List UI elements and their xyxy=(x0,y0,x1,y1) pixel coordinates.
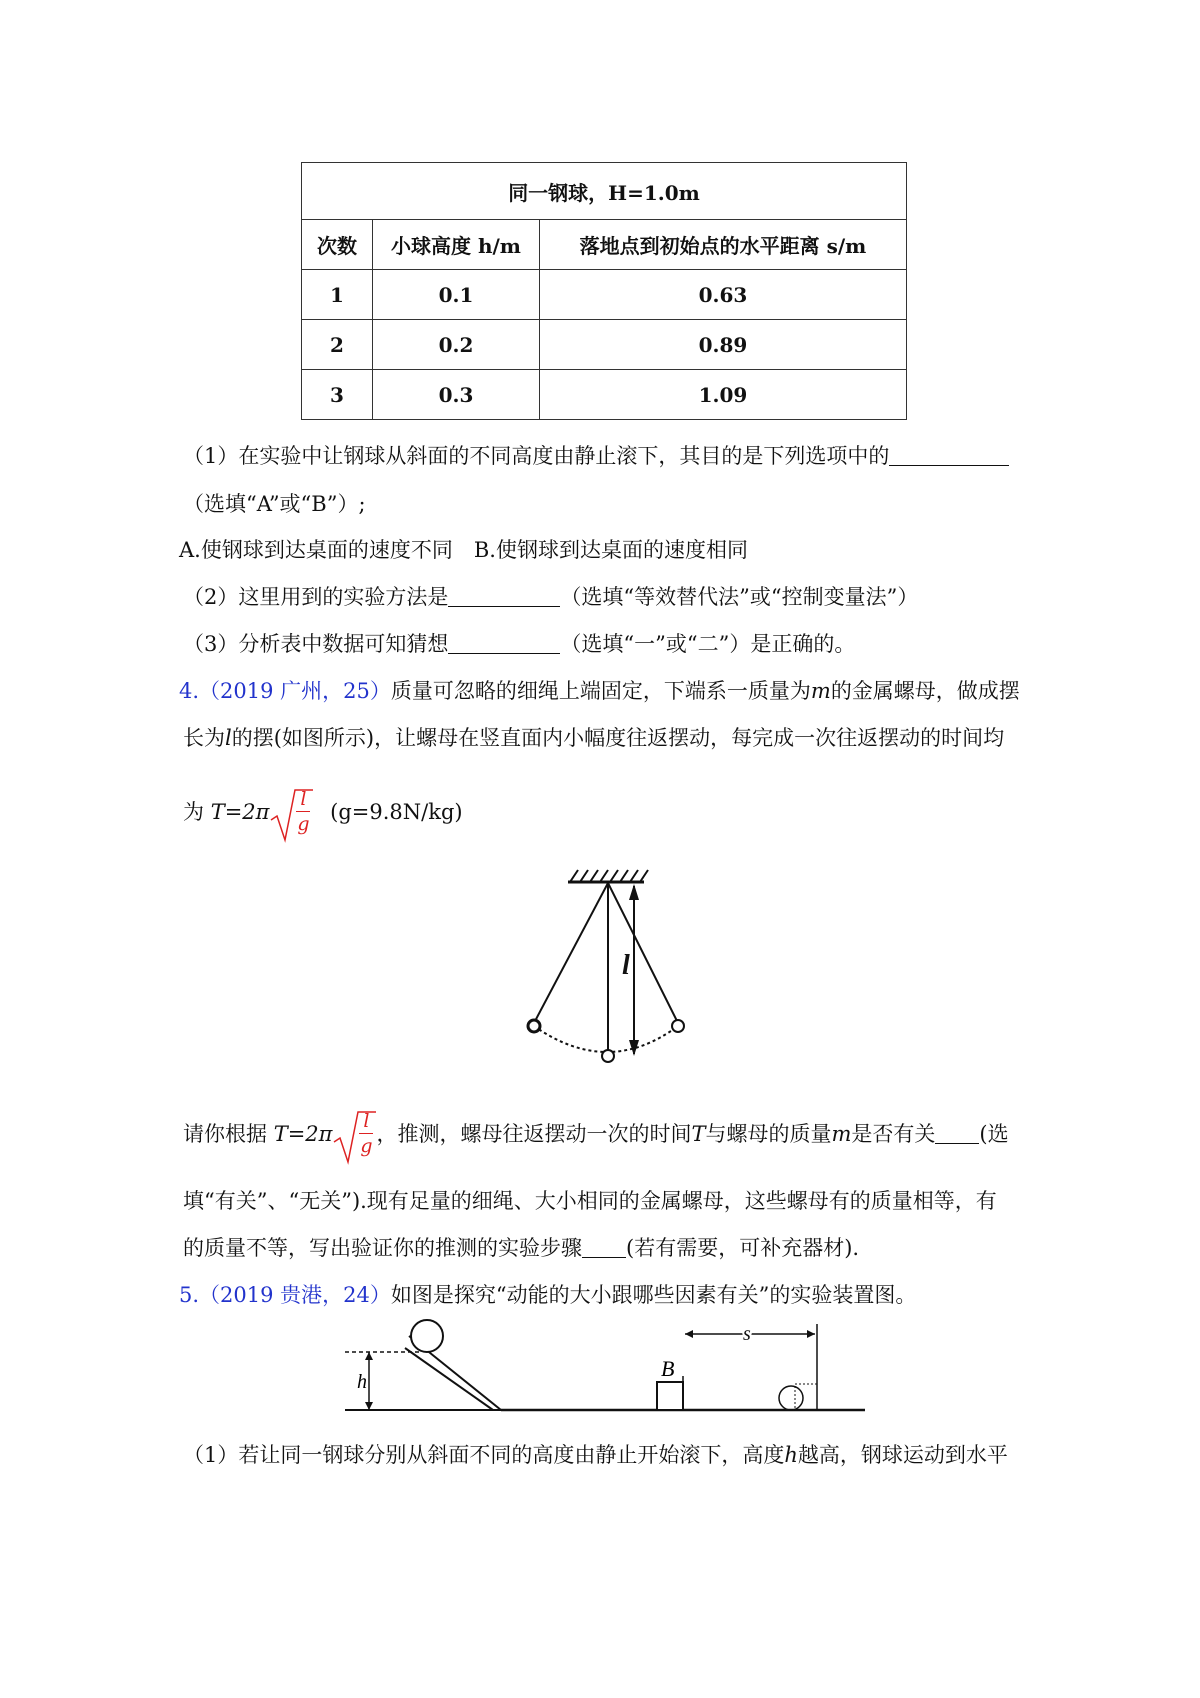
q4-text: 的质量不等，写出验证你的推测的实验步骤 xyxy=(183,1236,582,1260)
answer-blank[interactable] xyxy=(448,631,560,654)
q3-part2 xyxy=(183,582,1033,612)
distance-label: s xyxy=(743,1323,751,1345)
pendulum-figure xyxy=(520,868,700,1070)
height-label: h xyxy=(357,1371,367,1393)
fraction xyxy=(359,1111,373,1156)
answer-blank[interactable] xyxy=(448,584,560,607)
table-row xyxy=(302,320,907,370)
q4-line1 xyxy=(179,676,1029,706)
table-cell: 0.2 xyxy=(373,320,540,370)
q3-part1-line2: （选填“A”或“B”）; xyxy=(183,492,366,516)
incline-figure xyxy=(345,1318,865,1418)
q3-part2-suffix: （选填“等效替代法”或“控制变量法”） xyxy=(560,585,919,609)
table-header-row xyxy=(302,220,907,270)
sqrt-formula xyxy=(332,1105,376,1166)
q3-part1-line1 xyxy=(183,441,1033,471)
fraction-denominator: g xyxy=(297,813,310,836)
table-cell: 2 xyxy=(302,320,373,370)
q4-text: 为 xyxy=(183,800,204,824)
table-header-cell: 落地点到初始点的水平距离 s/m xyxy=(540,220,907,270)
table-cell: 1.09 xyxy=(540,370,907,420)
table-cell: 0.3 xyxy=(373,370,540,420)
q4-text: ，推测，螺母往返摆动一次的时间 xyxy=(376,1122,692,1146)
length-label: l xyxy=(622,950,630,981)
data-table xyxy=(301,162,907,420)
table-cell: 3 xyxy=(302,370,373,420)
table-cell: 0.1 xyxy=(373,270,540,320)
q3-options: A.使钢球到达桌面的速度不同 B.使钢球到达桌面的速度相同 xyxy=(179,538,748,562)
q4-line2 xyxy=(183,723,1033,753)
q4-text: 的金属螺母，做成摆 xyxy=(830,679,1020,703)
table-cell: 0.89 xyxy=(540,320,907,370)
gravity-note: (g=9.8N/kg) xyxy=(330,800,463,824)
var-T: T xyxy=(691,1122,706,1146)
table-header-cell: 小球高度 h/m xyxy=(373,220,540,270)
q4-ask-line3 xyxy=(183,1233,1033,1263)
var-h: h xyxy=(784,1443,798,1467)
table-caption: 同一钢球，H=1.0m xyxy=(302,163,907,220)
answer-blank[interactable] xyxy=(582,1235,626,1258)
period-formula: T=2π xyxy=(210,800,270,824)
q4-text: 质量可忽略的细绳上端固定，下端系一质量为 xyxy=(390,679,811,703)
q4-text: 请你根据 xyxy=(183,1122,267,1146)
answer-blank[interactable] xyxy=(935,1121,979,1144)
q4-text: 是否有关 xyxy=(851,1122,936,1146)
var-m: m xyxy=(810,679,831,703)
q3-part3-text: （3）分析表中数据可知猜想 xyxy=(183,632,449,656)
q3-part1-text: （1）在实验中让钢球从斜面的不同高度由静止滚下，其目的是下列选项中的 xyxy=(183,444,890,468)
block-label: B xyxy=(661,1356,675,1381)
question-number: 4. xyxy=(179,679,200,703)
var-m: m xyxy=(831,1122,852,1146)
q4-text: 与螺母的质量 xyxy=(705,1122,832,1146)
question-source: （2019 贵港，24） xyxy=(199,1283,391,1307)
q4-text: 长为 xyxy=(183,726,225,750)
answer-blank[interactable] xyxy=(889,443,1009,466)
table-row xyxy=(302,370,907,420)
q5-line1 xyxy=(179,1280,1029,1310)
q4-ask-line2: 填“有关”、“无关”).现有足量的细绳、大小相同的金属螺母，这些螺母有的质量相等，有 xyxy=(183,1189,997,1213)
q4-text: (若有需要，可补充器材). xyxy=(626,1236,860,1260)
sqrt-formula xyxy=(269,783,313,844)
question-source: （2019 广州，25） xyxy=(199,679,391,703)
q5-text: 如图是探究“动能的大小跟哪些因素有关”的实验装置图。 xyxy=(390,1283,917,1307)
q4-text: 的摆(如图所示)，让螺母在竖直面内小幅度往返摆动，每完成一次往返摆动的时间均 xyxy=(231,726,1005,750)
q5-text: （1）若让同一钢球分别从斜面不同的高度由静止开始滚下，高度 xyxy=(183,1443,785,1467)
period-formula: T=2π xyxy=(273,1122,333,1146)
q5-part1 xyxy=(183,1440,1033,1470)
q5-text: 越高，钢球运动到水平 xyxy=(797,1443,1008,1467)
table-cell: 1 xyxy=(302,270,373,320)
q3-part3-suffix: （选填“一”或“二”）是正确的。 xyxy=(560,632,856,656)
table-header-cell: 次数 xyxy=(302,220,373,270)
q4-ask-line1 xyxy=(183,1104,1033,1164)
q4-text: (选 xyxy=(979,1122,1009,1146)
fraction-denominator: g xyxy=(360,1135,373,1158)
table-row xyxy=(302,270,907,320)
q4-formula-line xyxy=(183,782,1033,842)
table-cell: 0.63 xyxy=(540,270,907,320)
fraction xyxy=(296,789,310,834)
fraction-numerator: l xyxy=(363,1110,370,1133)
var-l: l xyxy=(225,726,232,750)
q3-part2-text: （2）这里用到的实验方法是 xyxy=(183,585,449,609)
question-number: 5. xyxy=(179,1283,200,1307)
q3-part3 xyxy=(183,629,1033,659)
fraction-numerator: l xyxy=(300,788,307,811)
